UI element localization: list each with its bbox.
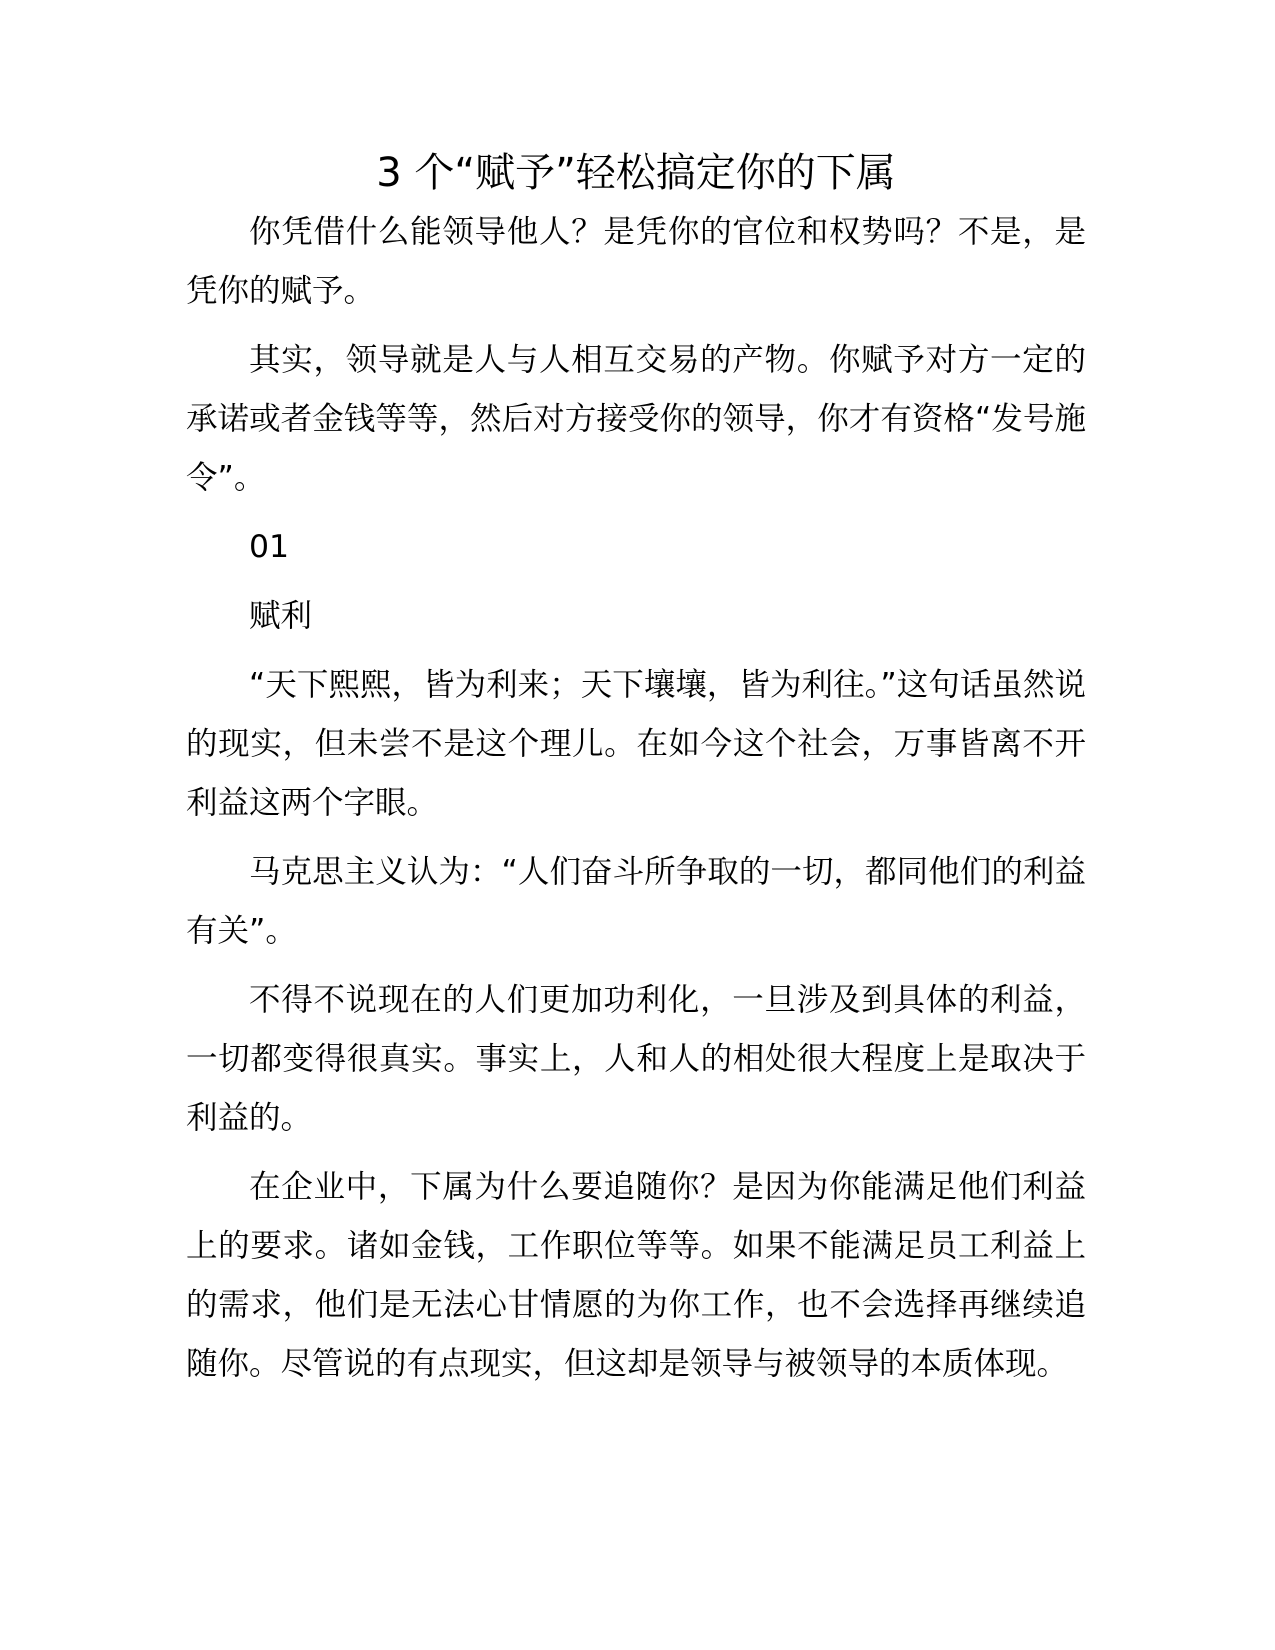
section-title: 赋利 — [249, 598, 313, 634]
document-title: 3 个“赋予”轻松搞定你的下属 — [376, 150, 896, 196]
intro-paragraph-1: 你凭借什么能领导他人？是凭你的官位和权势吗？不是，是凭你的赋予。 — [186, 214, 1086, 309]
section-paragraph-2: 马克思主义认为：“人们奋斗所争取的一切，都同他们的利益有关”。 — [186, 854, 1086, 949]
section-paragraph-4: 在企业中，下属为什么要追随你？是因为你能满足他们利益上的要求。诸如金钱，工作职位等等。如果不能满足员工利益上的需求，他们是无法心甘情愿的为你工作，也不会选择再继续追随你。尽管说的有点现实，但这却是领导与被领导的本质体现。 — [186, 1169, 1086, 1382]
section-paragraph-1: “天下熙熙，皆为利来；天下壤壤，皆为利往。”这句话虽然说的现实，但未尝不是这个理儿。在如今这个社会，万事皆离不开利益这两个字眼。 — [186, 667, 1086, 821]
section-number: 01 — [249, 529, 290, 565]
document-body — [186, 145, 1086, 1404]
intro-paragraph-2: 其实，领导就是人与人相互交易的产物。你赋予对方一定的承诺或者金钱等等，然后对方接受你的领导，你才有资格“发号施令”。 — [186, 342, 1086, 496]
section-paragraph-3: 不得不说现在的人们更加功利化，一旦涉及到具体的利益，一切都变得很真实。事实上，人和人的相处很大程度上是取决于利益的。 — [186, 982, 1086, 1136]
